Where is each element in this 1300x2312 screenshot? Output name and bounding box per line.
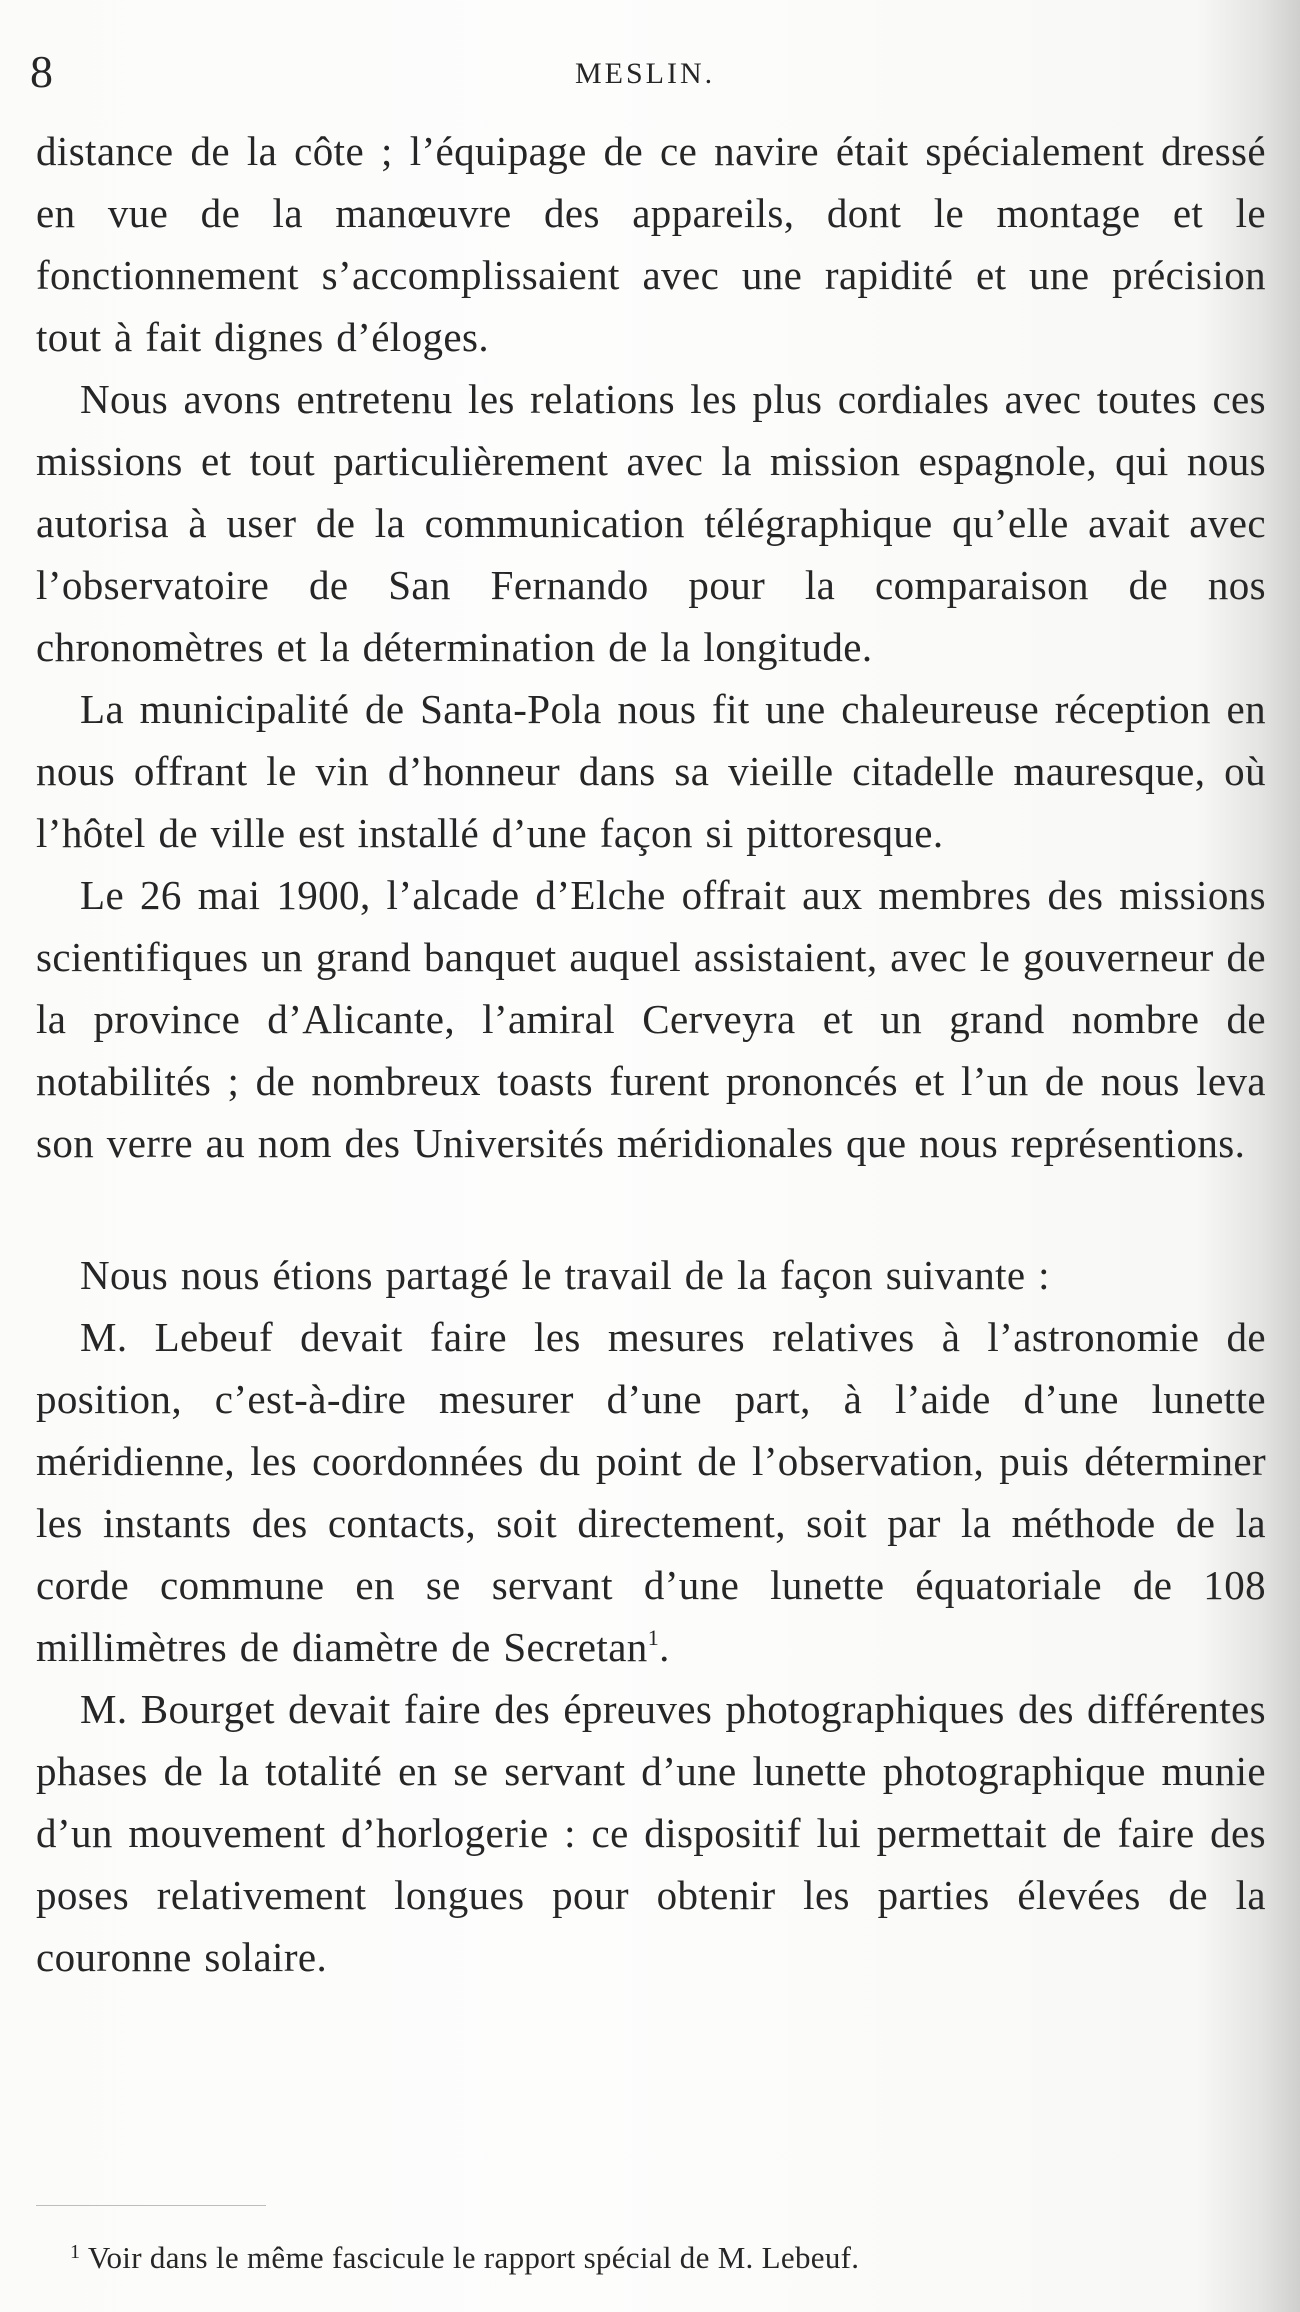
- running-head: [30, 42, 1260, 102]
- footnote-reference[interactable]: 1: [647, 1625, 660, 1650]
- paragraph-lebeuf: [36, 1306, 1266, 1678]
- paragraph-continuation: distance de la côte ; l’équipage de ce navire était spécialement dressé en vue de la manœuvre des appareils, dont le montage et le fonctionnement s’accomplissaient avec une rapidité et une précision tout à fait dignes d’éloges.: [36, 128, 1266, 360]
- footnote: [70, 2236, 1250, 2280]
- paragraph-banquet: Le 26 mai 1900, l’alcade d’Elche offrait aux membres des missions scientifiques un grand banquet auquel assistaient, avec le gouverneur de la province d’Alicante, l’amiral Cerveyra et un grand nombre de notabilités ; de nombreux toasts furent prononcés et l’un de nous leva son verre au nom des Universités méridionales que nous représentions.: [36, 872, 1266, 1166]
- paragraph-missions: Nous avons entretenu les relations les plus cordiales avec toutes ces missions et tout particulièrement avec la mission espagnole, qui nous autorisa à user de la communication télégraphique qu’elle avait avec l’observatoire de San Fernando pour la comparaison de nos chronomètres et la détermination de la longitude.: [36, 376, 1266, 670]
- running-title: MESLIN.: [575, 57, 716, 90]
- body-text: [36, 120, 1266, 1988]
- paragraph-santa-pola: La municipalité de Santa-Pola nous fit une chaleureuse réception en nous offrant le vin d’honneur dans sa vieille citadelle mauresque, où l’hôtel de ville est installé d’une façon si pittoresque.: [36, 686, 1266, 856]
- footnote-text: Voir dans le même fascicule le rapport spécial de M. Lebeuf.: [87, 2240, 860, 2275]
- footnote-marker: 1: [70, 2241, 81, 2263]
- paragraph-lebeuf-end: .: [659, 1624, 670, 1670]
- footnote-divider: [36, 2205, 266, 2206]
- paragraph-bourget: M. Bourget devait faire des épreuves photographiques des différentes phases de la totalité en se servant d’une lunette photographique munie d’un mouvement d’horlogerie : ce dispositif lui permettait de faire des poses relativement longues pour obtenir les parties élevées de la couronne solaire.: [36, 1686, 1266, 1980]
- paragraph-lebeuf-text: M. Lebeuf devait faire les mesures relatives à l’astronomie de position, c’est-à-dire mesurer d’une part, à l’aide d’une lunette méridienne, les coordonnées du point de l’observation, puis déterminer les instants des contacts, soit directement, soit par la méthode de la corde commune en se servant d’une lunette équatoriale de 108 millimètres de diamètre de Secretan: [36, 1314, 1266, 1670]
- page-number: 8: [30, 46, 53, 97]
- paragraph-work-division: Nous nous étions partagé le travail de la façon suivante :: [80, 1252, 1050, 1298]
